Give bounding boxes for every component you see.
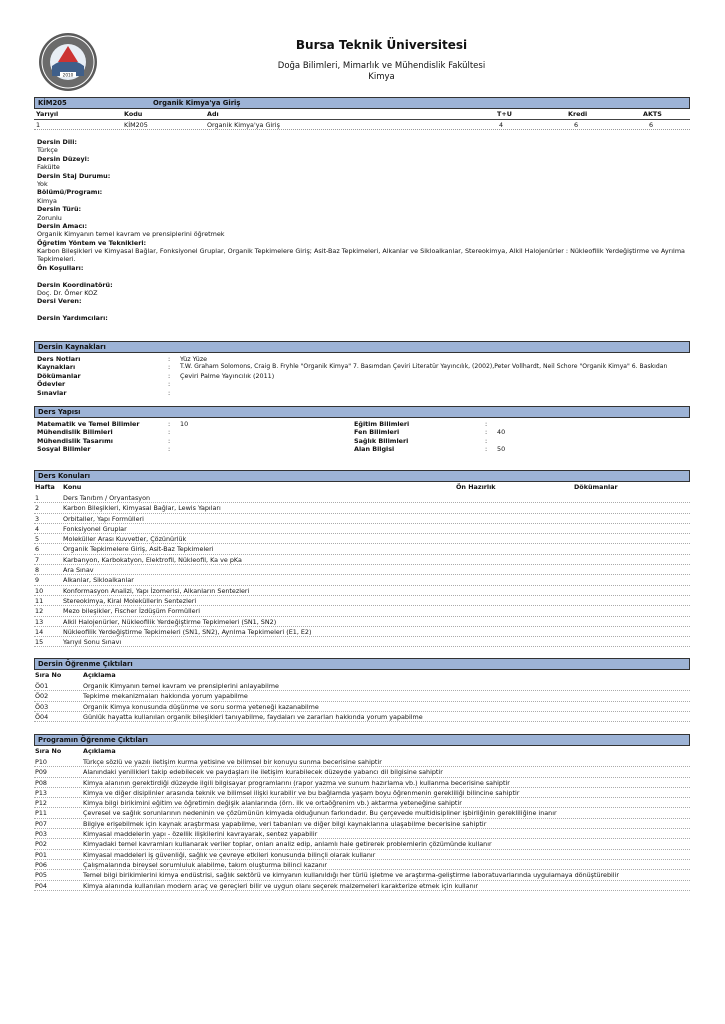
- konu-row-number: 4: [35, 524, 40, 533]
- course-table-row: 1 KİM205 Organik Kimya'ya Giriş 4 6 6: [34, 120, 690, 130]
- konu-row-number: 9: [35, 576, 40, 585]
- col-yariyil: Yarıyıl: [36, 110, 59, 118]
- konular-header: Hafta Konu Ön Hazırlık Dökümanlar: [35, 483, 618, 491]
- program-row-number: P05: [35, 871, 47, 880]
- program-row-text: Alanındaki yenilikleri takip edebilecek ve paydaşları ile iletişim kurabilecek düzeyde yabancı dil bilgisine sahiptir: [83, 768, 443, 777]
- program-row: [34, 757, 690, 767]
- program-row-number: P04: [35, 881, 47, 890]
- konular-list: [34, 493, 690, 647]
- program-row: [34, 860, 690, 870]
- program-row-number: P12: [35, 799, 47, 808]
- label-veren: Dersi Veren:: [37, 297, 82, 306]
- program-header: Sıra No Açıklama: [35, 747, 116, 755]
- kaynak-row: Ödevler :: [37, 380, 171, 389]
- program-title: Programın Öğrenme Çıktıları: [34, 734, 690, 746]
- program-row-text: Türkçe sözlü ve yazılı iletişim kurma yetisine ve bilimsel bir konuyu sunma becerisine sahiptir: [83, 758, 382, 766]
- value-yontem: Karbon Bileşikleri ve Kimyasal Bağlar, Fonksiyonel Gruplar, Organik Tepkimelere Giriş; Asit-Baz Tepkimeleri, Alkanlar ve Sikloalkanlar, Stereokimya, Alkil Halojenürler : Nükleofilik Yerdeğiştirme ve Ayrılma Tepkimeleri.: [37, 247, 685, 264]
- konu-row-number: 5: [35, 535, 40, 544]
- program-row-number: P03: [35, 830, 47, 839]
- label-yontem: Öğretim Yöntem ve Teknikleri:: [37, 238, 147, 247]
- konu-row-number: 6: [35, 545, 40, 554]
- konu-row-number: 14: [35, 627, 44, 636]
- konu-row-text: Karbanyon, Karbokatyon, Elektrofil, Nükleofil, Ka ve pKa: [63, 555, 242, 564]
- ogrenme-row-text: Günlük hayatta kullanılan organik bileşikleri tanıyabilme, faydaları ve zararları hakkında yorum yapabilme: [83, 712, 423, 721]
- program-row-number: P06: [35, 860, 47, 869]
- label-yardimci: Dersin Yardımcıları:: [37, 314, 108, 323]
- program-row: [34, 788, 690, 798]
- faculty-title: Doğa Bilimleri, Mimarlık ve Mühendislik Fakültesi: [277, 61, 486, 71]
- konu-row: [34, 617, 690, 627]
- course-table-header: [34, 109, 690, 120]
- col-akts: AKTS: [643, 110, 662, 118]
- program-row-number: P09: [35, 768, 47, 777]
- course-title-bar: [34, 97, 690, 109]
- program-row-text: Kimya ve diğer disiplinler arasında teknik ve bilimsel ilişki kurabilir ve bu bağlamda yaşam boyu öğrenmenin gerekliliği bilincine sahiptir: [83, 788, 520, 797]
- program-row-number: P02: [35, 840, 47, 849]
- program-row: [34, 850, 690, 860]
- label-koordinator: Dersin Koordinatörü:: [37, 280, 113, 289]
- section-program: [34, 734, 690, 891]
- university-title: Bursa Teknik Üniversitesi: [295, 38, 468, 52]
- konu-row: [34, 493, 690, 503]
- course-name: Organik Kimya'ya Giriş: [153, 99, 241, 107]
- konu-row-number: 13: [35, 617, 44, 626]
- section-ogrenme: [34, 658, 690, 722]
- value-staj: Yok: [37, 179, 48, 188]
- yapi-row: Matematik ve Temel Bilimler : 10 Eğitim Bilimleri :: [37, 420, 488, 428]
- label-dil: Dersin Dili:: [37, 138, 77, 146]
- label-bolum: Bölümü/Programı:: [37, 188, 103, 197]
- value-amac: Organik Kimyanın temel kavram ve prensiplerini öğretmek: [37, 230, 225, 239]
- course-summary: [34, 97, 690, 130]
- program-row: [34, 808, 690, 818]
- col-adi: Adı: [207, 110, 219, 118]
- konu-row-text: Alkanlar, Sikloalkanlar: [63, 576, 134, 585]
- program-row: [34, 839, 690, 849]
- program-row-text: Bilgiye erişebilmek için kaynak araştırması yapabilme, veri tabanları ve diğer bilgi kaynaklarına ulaşabilme becerisine sahiptir: [83, 819, 487, 828]
- konu-row-number: 12: [35, 607, 44, 616]
- ogrenme-row-number: Ö04: [35, 712, 49, 721]
- konu-row: [34, 555, 690, 565]
- konu-row: [34, 627, 690, 637]
- konu-row: [34, 586, 690, 596]
- konu-row: [34, 524, 690, 534]
- program-row: [34, 819, 690, 829]
- konu-row-text: Stereokimya, Kiral Moleküllerin Sentezleri: [63, 596, 197, 605]
- program-row: [34, 767, 690, 777]
- program-row-text: Kimyadaki temel kavramları kullanarak veriler toplar, onları analiz edip, anlamlı hale getirerek problemlerin çözümünde kullanır: [83, 840, 492, 849]
- value-koordinator: Doç. Dr. Ömer KOZ: [37, 289, 98, 298]
- program-row-text: Kimyasal maddeleri iş güvenliği, sağlık ve çevreye etkileri konusunda bilinçli olarak kullanır: [83, 850, 376, 859]
- konu-row-number: 2: [35, 504, 40, 513]
- kaynak-row: Ders Notları : Yüz Yüze: [37, 355, 208, 363]
- program-list: [34, 757, 690, 891]
- program-row-number: P11: [35, 809, 47, 818]
- konu-row: [34, 596, 690, 606]
- konu-row-text: Nükleofilik Yerdeğiştirme Tepkimeleri (SN1, SN2), Ayrılma Tepkimeleri (E1, E2): [63, 627, 312, 636]
- konu-row-number: 11: [35, 596, 44, 605]
- konu-row-number: 15: [35, 638, 44, 647]
- label-onkosul: Ön Koşulları:: [37, 263, 84, 272]
- konu-row: [34, 606, 690, 616]
- konu-row-number: 1: [35, 494, 40, 502]
- konu-row-text: Orbitaller, Yapı Formülleri: [63, 514, 144, 523]
- col-kodu: Kodu: [124, 110, 143, 118]
- logo-year: 2010: [62, 72, 74, 78]
- kaynak-row: Kaynakları : T.W. Graham Solomons, Craig B. Fryhle "Organik Kimya" 7. Basımdan Çeviri Literatür Yayıncılık, (2002),Peter Vollhardt, Neil Schore "Organik Kimya" 6. Baskıdan: [37, 363, 668, 372]
- program-row: [34, 881, 690, 891]
- konu-row-text: Alkil Halojenürler, Nükleofilik Yerdeğiştirme Tepkimeleri (SN1, SN2): [63, 617, 277, 626]
- ogrenme-row-text: Organik Kimya konusunda düşünme ve soru sorma yeteneği kazanabilme: [83, 702, 319, 711]
- ogrenme-row-number: Ö03: [35, 702, 49, 711]
- program-row-number: P08: [35, 778, 47, 787]
- konu-row: [34, 637, 690, 647]
- program-row-text: Kimya alanında kullanılan modern araç ve gereçleri bilir ve uygun olanı seçerek malzemeleri karakterize etmek için kullanır: [83, 881, 479, 890]
- ogrenme-row-number: Ö01: [35, 682, 49, 690]
- ogrenme-row: [34, 712, 690, 722]
- ogrenme-row: [34, 691, 690, 701]
- program-row-text: Çalışmalarında bireysel sorumluluk alabilme, takım oluşturma bilinci kazanır: [83, 860, 328, 869]
- konu-row-text: Konformasyon Analizi, Yapı İzomerisi, Alkanların Sentezleri: [63, 586, 250, 595]
- yapi-row: Mühendislik Tasarımı : Sağlık Bilimleri :: [37, 436, 488, 445]
- value-bolum: Kimya: [37, 196, 57, 205]
- program-row-text: Kimyasal maddelerin yapı - özellik ilişkilerini kavrayarak, sentez yapabilir: [83, 830, 318, 839]
- program-row: [34, 829, 690, 839]
- section-konular: [34, 470, 690, 647]
- konu-row-text: Moleküller Arası Kuvvetler, Çözünürlük: [63, 535, 187, 544]
- konu-row: [34, 575, 690, 585]
- konu-row-number: 8: [35, 566, 40, 575]
- konu-row: [34, 503, 690, 513]
- yapi-row: Mühendislik Bilimleri : Fen Bilimleri : 40: [37, 428, 506, 437]
- konu-row: [34, 514, 690, 524]
- value-dil: Türkçe: [37, 146, 58, 155]
- program-row-text: Temel bilgi birikimlerini kimya endüstrisi, sağlık sektörü ve kimyanın kullanıldığı her türlü işletme ve araştırma-geliştirme laboratuvarlarında uygulamaya dönüştürebilir: [83, 871, 619, 880]
- label-tur: Dersin Türü:: [37, 205, 82, 214]
- department-title: Kimya: [368, 72, 395, 82]
- col-tu: T+U: [497, 110, 512, 118]
- konu-row-text: Ders Tanıtım / Oryantasyon: [63, 494, 151, 502]
- konu-row: [34, 565, 690, 575]
- program-row: [34, 798, 690, 808]
- konu-row-number: 3: [35, 514, 40, 523]
- label-duzey: Dersin Düzeyi:: [37, 154, 90, 163]
- konu-row-text: Karbon Bileşikleri, Kimyasal Bağlar, Lewis Yapıları: [63, 504, 221, 513]
- konu-row-text: Fonksiyonel Gruplar: [63, 524, 127, 533]
- program-row-text: Çevresel ve sağlık sorunlarının nedeninin ve çözümünün kimyada olduğunun farkındadır. Bu çerçevede multidisipliner işbirliğinin gerekliliğine inanır: [83, 809, 557, 818]
- ogrenme-header: Sıra No Açıklama: [35, 671, 116, 679]
- label-staj: Dersin Staj Durumu:: [37, 171, 111, 180]
- course-code: KİM205: [38, 99, 67, 107]
- section-yapi: [34, 406, 690, 454]
- yapi-row: Sosyal Bilimler : Alan Bilgisi : 50: [37, 445, 506, 454]
- konu-row-number: 10: [35, 586, 44, 595]
- ogrenme-row: [34, 702, 690, 712]
- konular-title: Ders Konuları: [34, 470, 690, 482]
- ogrenme-row-text: Organik Kimyanın temel kavram ve prensiplerini anlayabilme: [83, 682, 279, 690]
- program-row-text: Kimya alanının gerektirdiği düzeyde ilgili bilgisayar programlarını (rapor yazma ve sunum hazırlama vb.) kullanma becerisine sahiptir: [83, 778, 510, 787]
- program-row: [34, 778, 690, 788]
- program-row-number: P13: [35, 788, 47, 797]
- course-info: [37, 138, 693, 323]
- konu-row-text: Organik Tepkimelere Giriş, Asit-Baz Tepkimeleri: [63, 545, 214, 554]
- kaynak-row: Sınavlar :: [37, 388, 171, 397]
- program-row-number: P07: [35, 819, 47, 828]
- program-row-number: P01: [35, 850, 47, 859]
- kaynak-row: Dökümanlar : Çeviri Palme Yayıncılık (2011): [37, 371, 275, 380]
- kaynaklar-title: Dersin Kaynakları: [34, 341, 690, 353]
- konu-row-text: Ara Sınav: [63, 566, 94, 575]
- konu-row-number: 7: [35, 555, 40, 564]
- label-amac: Dersin Amacı:: [37, 221, 88, 230]
- konu-row: [34, 544, 690, 554]
- ogrenme-list: [34, 681, 690, 722]
- value-tur: Zorunlu: [37, 213, 62, 222]
- col-kredi: Kredi: [568, 110, 588, 118]
- program-row-number: P10: [35, 758, 47, 766]
- program-row-text: Kimya bilgi birikimini eğitim ve öğretimin değişik alanlarında (örn. ilk ve ortaöğrenim vb.) aktarma yeteneğine sahiptir: [83, 799, 462, 808]
- value-duzey: Fakülte: [37, 163, 60, 172]
- ogrenme-title: Dersin Öğrenme Çıktıları: [34, 658, 690, 670]
- section-kaynaklar: [34, 341, 690, 397]
- konu-row: [34, 534, 690, 544]
- program-row: [34, 870, 690, 880]
- ogrenme-row: [34, 681, 690, 691]
- konu-row-text: Yarıyıl Sonu Sınavı: [63, 638, 122, 647]
- yapi-title: Ders Yapısı: [34, 406, 690, 418]
- konu-row-text: Mezo bileşikler, Fischer İzdüşüm Formülleri: [63, 607, 200, 616]
- ogrenme-row-number: Ö02: [35, 692, 49, 701]
- ogrenme-row-text: Tepkime mekanizmaları hakkında yorum yapabilme: [83, 692, 248, 701]
